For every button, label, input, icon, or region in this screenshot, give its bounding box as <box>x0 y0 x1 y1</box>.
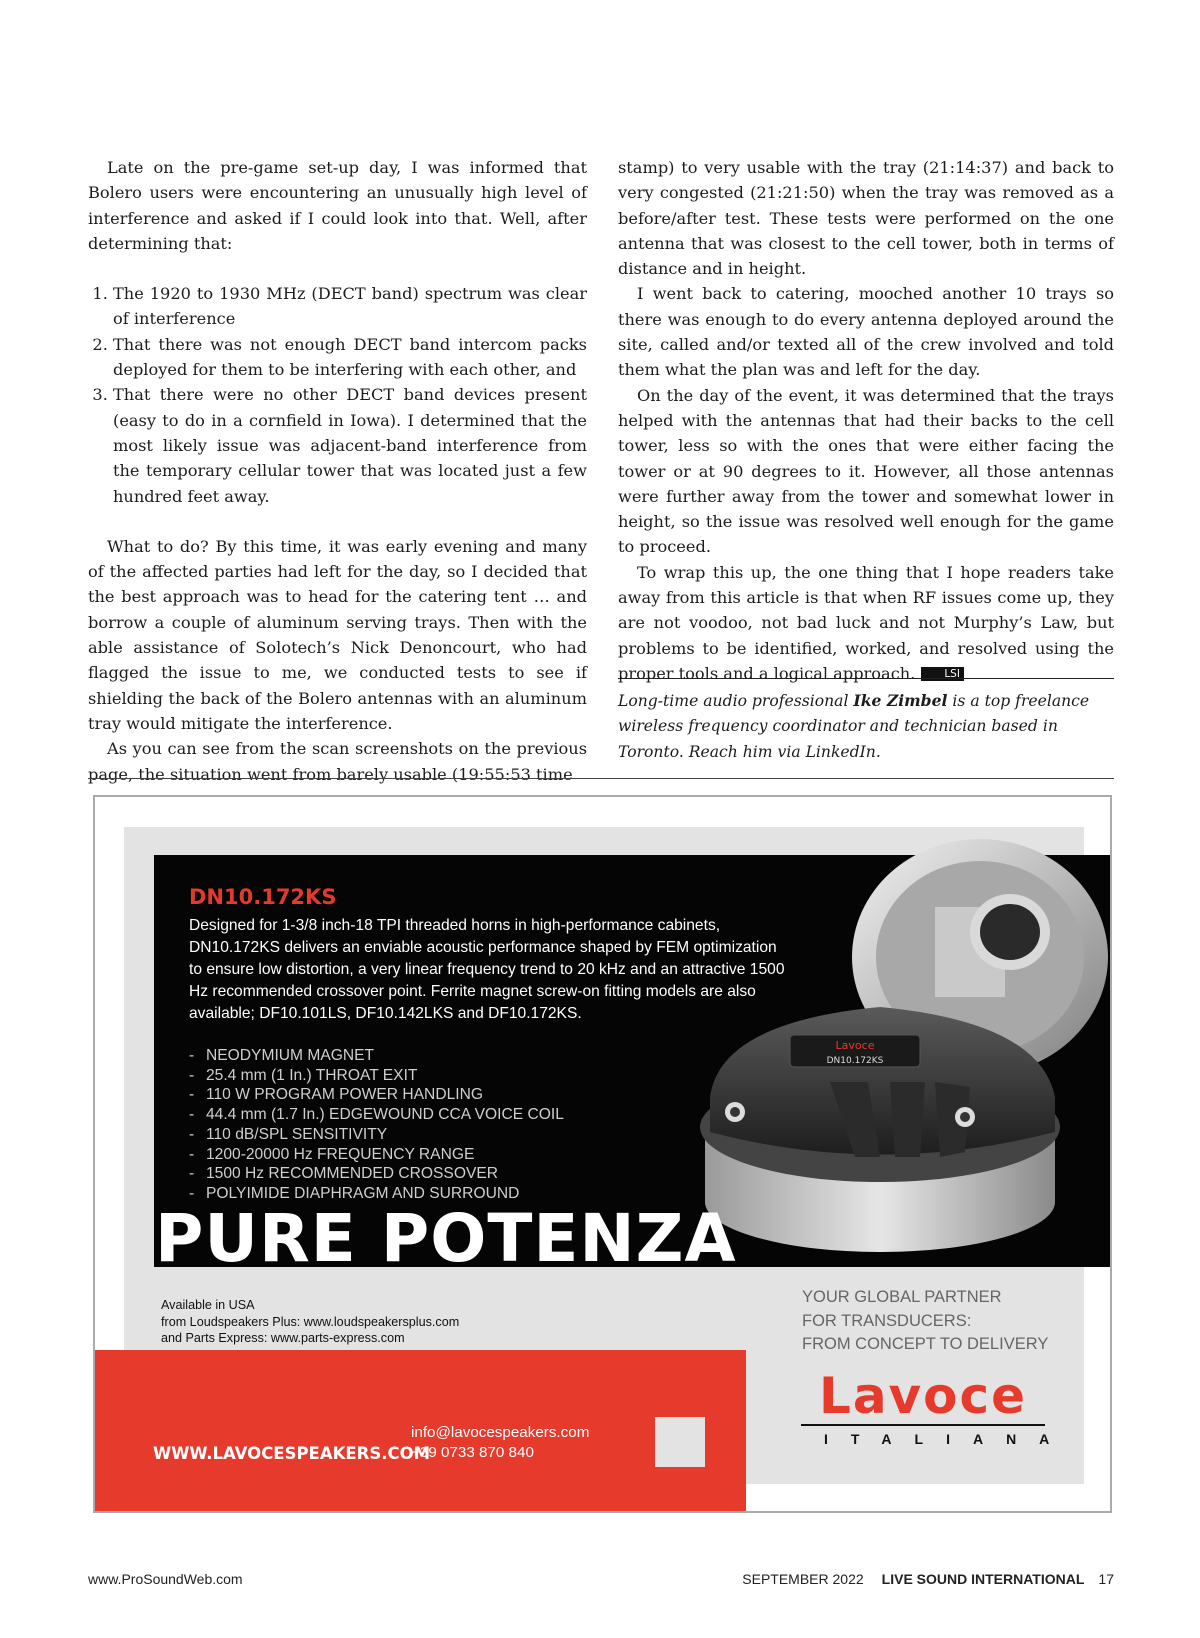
article-paragraph: What to do? By this time, it was early evening and many of the affected parties had left for the day, so I decided that the best approach was to head for the catering tent … and borrow a couple of aluminum serving trays. Then with the able assistance of Solotech’s Nick Denoncourt, who had flagged the issue to me, we conducted tests to see if shielding the back of the Bolero antennas with an aluminum tray would mitigate the interference. <box>88 536 587 733</box>
ad-phone: +39 0733 870 840 <box>411 1443 534 1461</box>
availability-line: and Parts Express: www.parts-express.com <box>161 1331 405 1345</box>
bio-text: Long-time audio professional <box>618 692 854 710</box>
feature-item: - 110 W PROGRAM POWER HANDLING <box>189 1085 564 1105</box>
footer-date: SEPTEMBER 2022 <box>742 1571 864 1587</box>
footer-magazine: LIVE SOUND INTERNATIONAL <box>881 1571 1085 1587</box>
tagline-line: FROM CONCEPT TO DELIVERY <box>802 1335 1049 1353</box>
logo-subtitle: ITALIANA <box>824 1431 1073 1447</box>
list-item: 3. That there were no other DECT band devices present (easy to do in a cornfield in Iowa). I determined that the most likely issue was adjacent-band interference from the temporary cellular tower that was located just a few hundred feet away. <box>113 382 587 508</box>
driver-label-model: DN10.172KS <box>826 1056 884 1066</box>
availability-info <box>161 1297 459 1347</box>
product-model: DN10.172KS <box>189 885 337 909</box>
closing-text: To wrap this up, the one thing that I hope readers take away from this article is that when RF issues come up, they are not voodoo, not bad luck and not Murphy’s Law, but problems to be identified, worked, and resolved using the proper tools and a logical approach. <box>618 562 1114 683</box>
logo-wordmark: Lavoce <box>818 1367 1028 1425</box>
footer-website[interactable]: www.ProSoundWeb.com <box>88 1571 243 1587</box>
author-name: Ike Zimbel <box>853 691 948 710</box>
end-badge: LSI <box>921 667 964 681</box>
feature-item: - NEODYMIUM MAGNET <box>189 1046 564 1066</box>
availability-line: from Loudspeakers Plus: www.loudspeakersplus.com <box>161 1314 460 1329</box>
list-item: 1. The 1920 to 1930 MHz (DECT band) spectrum was clear of interference <box>113 281 587 332</box>
article-paragraph: On the day of the event, it was determined that the trays helped with the antennas that had their backs to the cell tower, less so with the ones that were either facing the tower or at 90 degrees to it. However, all those antennas were further away from the tower and somewhat lower in height, so the issue was resolved well enough for the game to proceed. <box>618 385 1114 557</box>
feature-item: - POLYIMIDE DIAPHRAGM AND SURROUND <box>189 1184 564 1204</box>
qr-placeholder <box>655 1417 705 1467</box>
product-description: Designed for 1-3/8 inch-18 TPI threaded horns in high-performance cabinets, DN10.172KS delivers an enviable acoustic performance shaped by FEM optimization to ensure low distortion, a very linear frequency trend to 20 kHz and an attractive 1500 Hz recommended crossover point. Ferrite magnet screw-on fitting models are also available; DF10.101LS, DF10.142LKS and DF10.172KS. <box>189 917 785 1022</box>
ad-slogan: PURE POTENZA <box>155 1209 737 1269</box>
availability-line: Available in USA <box>161 1298 255 1312</box>
list-item: 2. That there was not enough DECT band intercom packs deployed for them to be interfering with each other, and <box>113 332 587 383</box>
tagline-line: YOUR GLOBAL PARTNER <box>802 1288 1002 1306</box>
ad-contact-info <box>411 1423 589 1462</box>
driver-label-brand: Lavoce <box>835 1039 875 1052</box>
article-column-left <box>88 155 587 787</box>
article-paragraph: As you can see from the scan screenshots on the previous page, the situation went from barely usable (19:55:53 time <box>88 739 587 784</box>
footer-info <box>742 1571 1114 1587</box>
article-paragraph: stamp) to very usable with the tray (21:14:37) and back to very congested (21:21:50) when the tray was removed as a before/after test. These tests were performed on the one antenna that was closest to the cell tower, both in terms of distance and in height. <box>618 158 1114 279</box>
feature-item: - 44.4 mm (1.7 In.) EDGEWOUND CCA VOICE COIL <box>189 1105 564 1125</box>
feature-list <box>189 1046 564 1204</box>
bio-divider <box>618 678 1114 679</box>
article-paragraph: Late on the pre-game set-up day, I was informed that Bolero users were encountering an unusually high level of interference and asked if I could look into that. Well, after determining that: <box>88 158 587 253</box>
article-column-right <box>618 155 1114 686</box>
numbered-list <box>88 281 587 509</box>
compression-driver-image <box>680 827 1110 1257</box>
lavoce-logo <box>801 1367 1073 1447</box>
feature-item: - 1500 Hz RECOMMENDED CROSSOVER <box>189 1164 564 1184</box>
ad-website-link[interactable]: WWW.LAVOCESPEAKERS.COM <box>153 1444 431 1463</box>
author-bio <box>618 688 1114 765</box>
feature-item: - 1200-20000 Hz FREQUENCY RANGE <box>189 1145 564 1165</box>
article-divider <box>88 778 1114 779</box>
partner-tagline <box>802 1286 1048 1357</box>
tagline-line: FOR TRANSDUCERS: <box>802 1311 972 1330</box>
page-number: 17 <box>1098 1571 1114 1587</box>
article-paragraph: I went back to catering, mooched another 10 trays so there was enough to do every antenna deployed around the site, called and/or texted all of the crew involved and told them what the plan was and left for the day. <box>618 284 1114 380</box>
bio-text: is a top freelance wireless frequency coordinator and technician based in Toronto. Reach him via LinkedIn. <box>618 692 1090 761</box>
ad-email-link[interactable]: info@lavocespeakers.com <box>411 1424 590 1441</box>
article-paragraph <box>618 560 1114 686</box>
advertisement[interactable] <box>93 795 1112 1513</box>
feature-item: - 25.4 mm (1 In.) THROAT EXIT <box>189 1066 564 1086</box>
feature-item: - 110 dB/SPL SENSITIVITY <box>189 1125 564 1145</box>
